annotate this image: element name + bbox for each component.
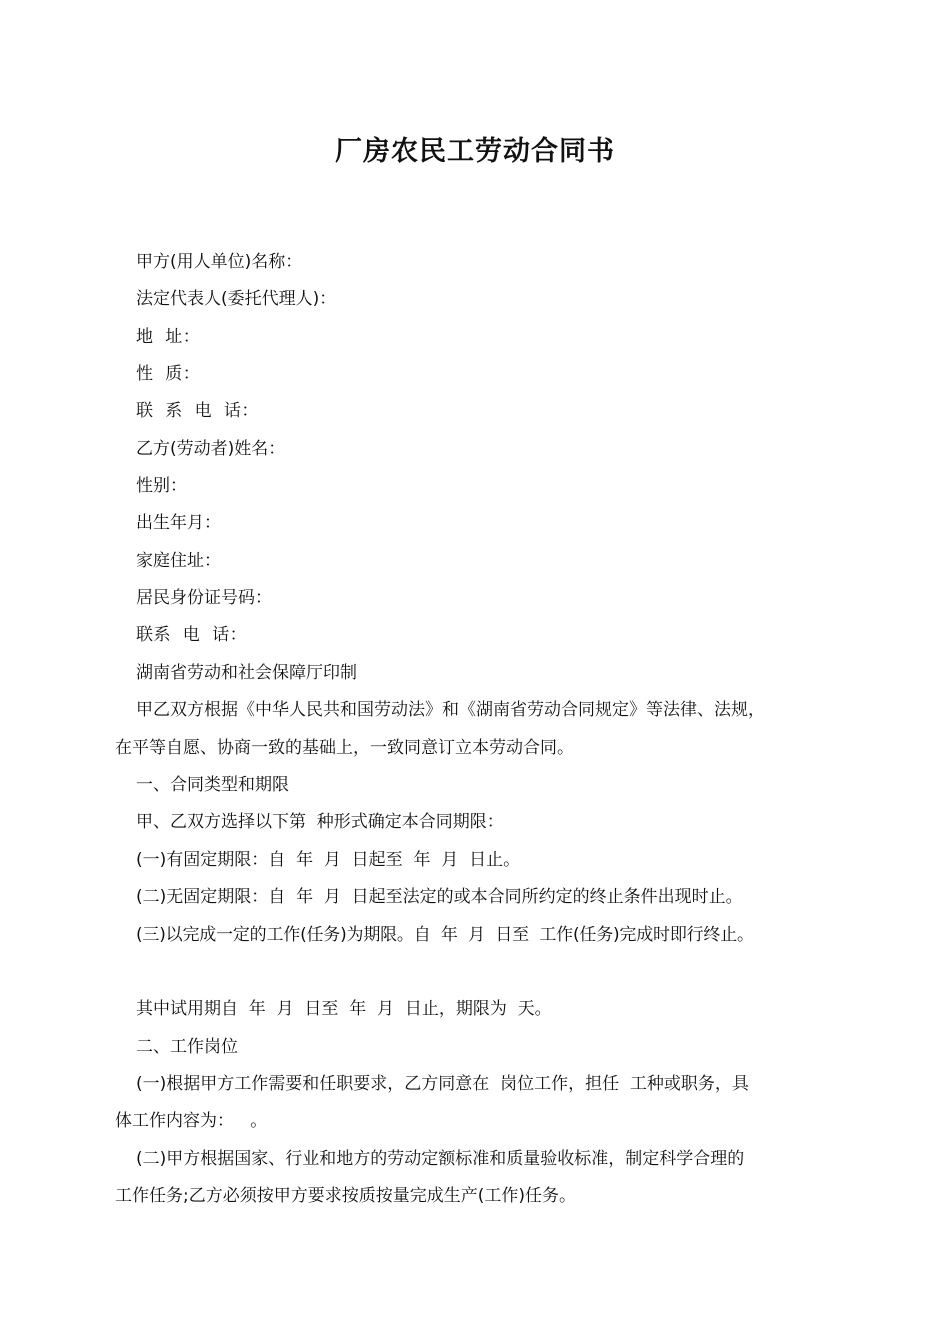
party-a-representative-label: 法定代表人(委托代理人)： <box>136 289 337 309</box>
section-2-item-1-line-1: (一)根据甲方工作需要和任职要求，乙方同意在 岗位工作，担任 工种或职务，具 <box>136 1074 749 1094</box>
party-b-gender-label: 性别： <box>136 476 187 496</box>
section-1-heading: 一、合同类型和期限 <box>136 775 289 795</box>
section-1-item-2: (二)无固定期限：自 年 月 日起至法定的或本合同所约定的终止条件出现时止。 <box>136 887 743 907</box>
party-b-name-label: 乙方(劳动者)姓名： <box>136 439 286 459</box>
preamble-line-2: 在平等自愿、协商一致的基础上，一致同意订立本劳动合同。 <box>115 738 574 758</box>
section-1-item-3: (三)以完成一定的工作(任务)为期限。自 年 月 日至 工作(任务)完成时即行终止。 <box>136 925 754 945</box>
section-2-item-2-line-1: (二)甲方根据国家、行业和地方的劳动定额标准和质量验收标准，制定科学合理的 <box>136 1149 745 1169</box>
section-1-intro: 甲、乙双方选择以下第 种形式确定本合同期限： <box>136 812 504 832</box>
document-title: 厂房农民工劳动合同书 <box>335 136 615 167</box>
section-2-heading: 二、工作岗位 <box>136 1037 238 1057</box>
party-b-birth-label: 出生年月： <box>136 513 221 533</box>
party-a-nature-label: 性 质： <box>136 364 201 384</box>
printer-note: 湖南省劳动和社会保障厅印制 <box>136 663 357 683</box>
party-a-name-label: 甲方(用人单位)名称： <box>136 252 303 272</box>
section-2-item-2-line-2: 工作任务;乙方必须按甲方要求按质按量完成生产(工作)任务。 <box>115 1186 576 1206</box>
section-2-item-1-line-2: 体工作内容为： 。 <box>115 1111 268 1131</box>
section-1-probation: 其中试用期自 年 月 日至 年 月 日止，期限为 天。 <box>136 999 552 1019</box>
party-a-address-label: 地 址： <box>136 327 201 347</box>
party-b-phone-label: 联系 电 话： <box>136 625 248 645</box>
section-1-item-1: (一)有固定期限：自 年 月 日起至 年 月 日止。 <box>136 850 521 870</box>
preamble-line-1: 甲乙双方根据《中华人民共和国劳动法》和《湖南省劳动合同规定》等法律、法规， <box>136 700 765 720</box>
party-b-id-number-label: 居民身份证号码： <box>136 588 272 608</box>
party-a-phone-label: 联 系 电 话： <box>136 401 259 421</box>
party-b-home-address-label: 家庭住址： <box>136 551 221 571</box>
